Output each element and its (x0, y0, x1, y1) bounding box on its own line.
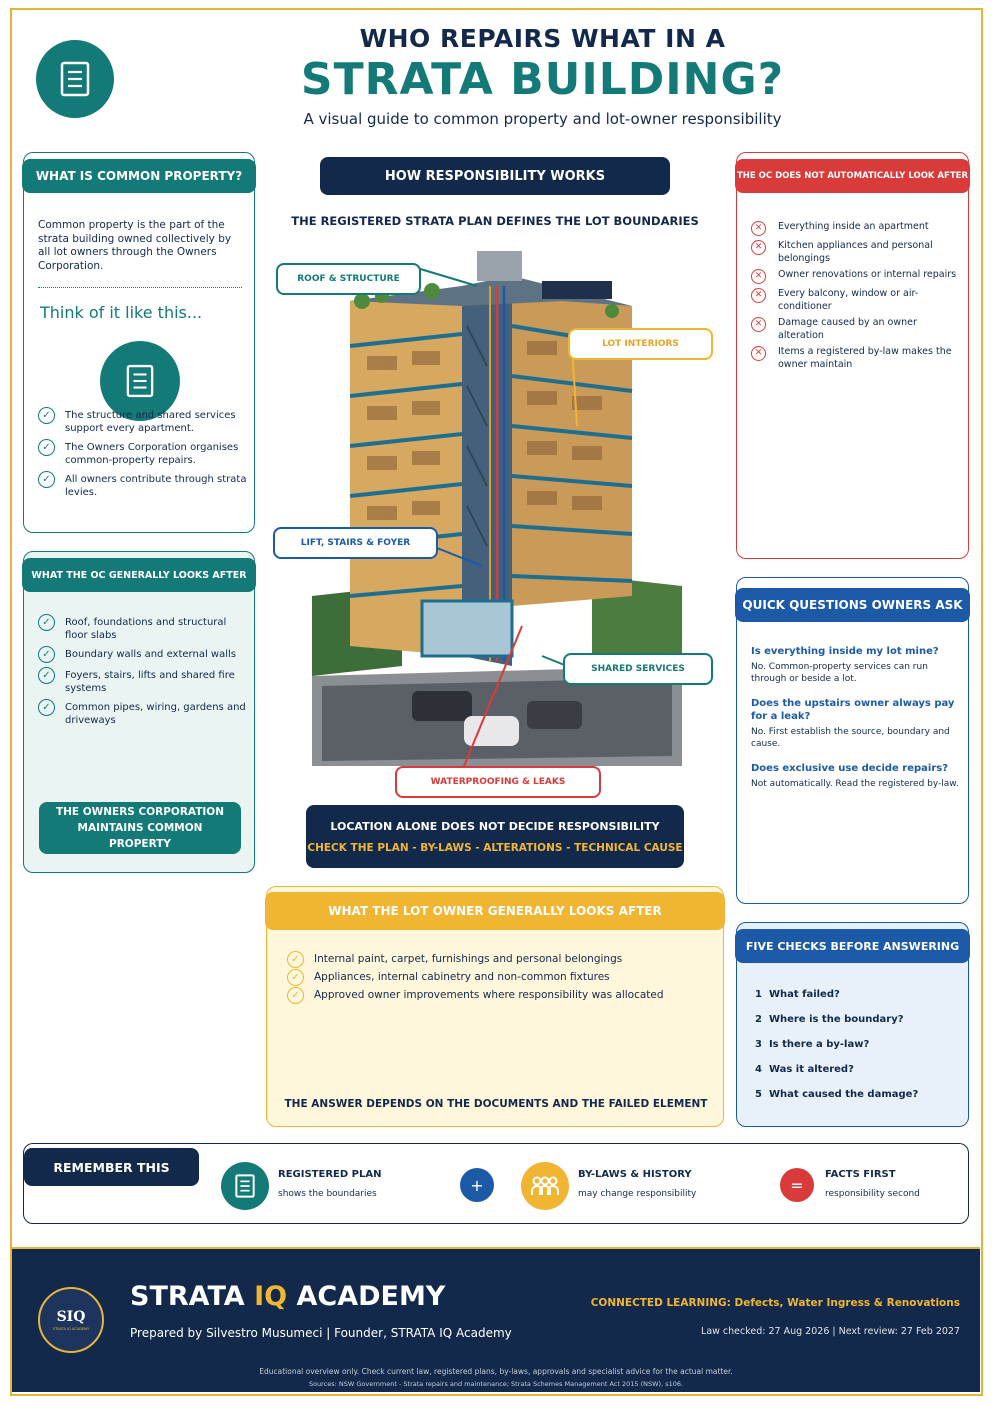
qa-item (751, 697, 961, 750)
common-property-tab: WHAT IS COMMON PROPERTY? (22, 159, 256, 193)
list-item: ✓ Foyers, stairs, lifts and shared fire systems (38, 669, 248, 695)
remember-item-title: BY-LAWS & HISTORY (578, 1169, 692, 1180)
common-property-panel (23, 152, 255, 533)
questions-panel (736, 577, 969, 904)
check-icon: ✓ (38, 614, 55, 631)
page-title-line2: STRATA BUILDING? (300, 54, 785, 105)
list-item: ✓ Approved owner improvements where responsibility was allocated (287, 989, 707, 1004)
list-item: ✕ Every balcony, window or air-conditioner (751, 288, 961, 313)
brand-name: STRATA IQ ACADEMY (130, 1281, 446, 1312)
answer: Not automatically. Read the registered by-law. (751, 779, 959, 789)
check-item: 5 What caused the damage? (755, 1089, 919, 1100)
prepared-by: Prepared by Silvestro Musumeci | Founder, STRATA IQ Academy (130, 1326, 512, 1340)
list-item: ✕ Damage caused by an owner alteration (751, 317, 961, 342)
list-item: ✕ Owner renovations or internal repairs (751, 269, 961, 284)
plus-icon: + (460, 1168, 494, 1202)
oc-not-list (751, 221, 961, 375)
registered-plan-icon (221, 1162, 269, 1210)
remember-panel (23, 1143, 969, 1224)
law-checked: Law checked: 27 Aug 2026 | Next review: 27 Feb 2027 (701, 1326, 960, 1337)
check-icon: ✓ (38, 407, 55, 424)
roof-structure-callout: ROOF & STRUCTURE (276, 263, 421, 295)
checks-list (755, 989, 960, 1114)
lift-stairs-foyer-callout: LIFT, STAIRS & FOYER (273, 527, 438, 559)
shared-services-callout: SHARED SERVICES (563, 653, 713, 685)
how-responsibility-works-label: HOW RESPONSIBILITY WORKS (320, 157, 670, 195)
qa-item (751, 645, 961, 685)
page-subtitle: A visual guide to common property and lot-owner responsibility (303, 110, 782, 128)
common-property-list (38, 409, 248, 505)
check-icon: ✓ (38, 646, 55, 663)
check-icon: ✓ (38, 439, 55, 456)
list-item: ✓ Roof, foundations and structural floor slabs (38, 616, 248, 642)
remember-item-sub: shows the boundaries (278, 1189, 377, 1199)
list-item: ✕ Items a registered by-law makes the owner maintain (751, 346, 961, 371)
remember-item-sub: responsibility second (825, 1189, 920, 1199)
list-item: ✓ Appliances, internal cabinetry and non-common fixtures (287, 971, 707, 986)
oc-looks-after-list (38, 616, 248, 733)
qa-item (751, 762, 961, 790)
list-item: ✕ Kitchen appliances and personal belongings (751, 240, 961, 265)
cross-icon: ✕ (751, 317, 766, 332)
connected-learning: CONNECTED LEARNING: Defects, Water Ingress & Renovations (590, 1297, 960, 1309)
cross-icon: ✕ (751, 346, 766, 361)
people-icon (521, 1162, 569, 1210)
oc-looks-after-panel (23, 551, 255, 873)
plan-note: THE REGISTERED STRATA PLAN DEFINES THE LOT BOUNDARIES (291, 214, 699, 228)
divider (38, 287, 242, 288)
check-item: 4 Was it altered? (755, 1064, 854, 1075)
remember-item-title: FACTS FIRST (825, 1169, 896, 1180)
check-icon: ✓ (287, 987, 304, 1004)
five-checks-tab: FIVE CHECKS BEFORE ANSWERING (735, 929, 970, 963)
answer: No. Common-property services can run through or beside a lot. (751, 662, 928, 684)
check-item: 1 What failed? (755, 989, 840, 1000)
question: Does the upstairs owner always pay for a leak? (751, 698, 955, 722)
list-item: ✓ The structure and shared services support every apartment. (38, 409, 248, 435)
lot-owner-footer: THE ANSWER DEPENDS ON THE DOCUMENTS AND THE FAILED ELEMENT (284, 1098, 708, 1110)
qa-list (751, 645, 961, 790)
location-line1: LOCATION ALONE DOES NOT DECIDE RESPONSIBILITY (330, 820, 660, 833)
location-line2: CHECK THE PLAN - BY-LAWS - ALTERATIONS - TECHNICAL CAUSE (307, 842, 683, 854)
oc-not-panel (736, 152, 969, 559)
check-icon: ✓ (38, 471, 55, 488)
oc-looks-after-tab: WHAT THE OC GENERALLY LOOKS AFTER (22, 558, 256, 592)
page-title-line1: WHO REPAIRS WHAT IN A (359, 24, 726, 53)
cross-icon: ✕ (751, 269, 766, 284)
location-banner (306, 805, 684, 868)
common-property-text: Common property is the part of the strata building owned collectively by all lot owners through the Owners Corporation. (38, 219, 232, 272)
check-icon: ✓ (287, 969, 304, 986)
lot-interiors-callout: LOT INTERIORS (568, 328, 713, 360)
list-item: ✓ The Owners Corporation organises common-property repairs. (38, 441, 248, 467)
questions-tab: QUICK QUESTIONS OWNERS ASK (735, 588, 970, 622)
disclaimer: Educational overview only. Check current law, registered plans, by-laws, approvals and specialist advice for the actual matter. (259, 1367, 733, 1376)
list-item: ✓ All owners contribute through strata levies. (38, 473, 248, 499)
check-icon: ✓ (38, 667, 55, 684)
five-checks-panel (736, 922, 969, 1127)
waterproofing-leaks-callout: WATERPROOFING & LEAKS (395, 766, 601, 798)
list-item: ✓ Boundary walls and external walls (38, 648, 248, 663)
document-logo-icon (36, 40, 114, 118)
lot-owner-list (287, 953, 707, 1007)
remember-tab: REMEMBER THIS (24, 1148, 199, 1186)
remember-item-sub: may change responsibility (578, 1189, 697, 1199)
list-item: ✕ Everything inside an apartment (751, 221, 961, 236)
sources: Sources: NSW Government - Strata repairs and maintenance; Strata Schemes Management Act 2015 (NSW), s106. (308, 1380, 684, 1388)
cross-icon: ✕ (751, 240, 766, 255)
question: Is everything inside my lot mine? (751, 646, 939, 657)
check-item: 2 Where is the boundary? (755, 1014, 904, 1025)
lot-owner-panel (266, 886, 724, 1127)
check-icon: ✓ (38, 699, 55, 716)
academy-seal-icon: SIQ STRATA IQ ACADEMY (38, 1287, 104, 1353)
list-item: ✓ Common pipes, wiring, gardens and driveways (38, 701, 248, 727)
check-item: 3 Is there a by-law? (755, 1039, 870, 1050)
list-item: ✓ Internal paint, carpet, furnishings and personal belongings (287, 953, 707, 968)
answer: No. First establish the source, boundary and cause. (751, 727, 950, 749)
oc-not-tab: THE OC DOES NOT AUTOMATICALLY LOOK AFTER (735, 159, 970, 193)
think-label: Think of it like this... (40, 303, 203, 322)
oc-maintains-badge: THE OWNERS CORPORATION MAINTAINS COMMON PROPERTY (39, 802, 241, 854)
cross-icon: ✕ (751, 221, 766, 236)
equals-icon: = (780, 1168, 814, 1202)
footer (12, 1247, 980, 1392)
cross-icon: ✕ (751, 288, 766, 303)
check-icon: ✓ (287, 951, 304, 968)
question: Does exclusive use decide repairs? (751, 763, 949, 774)
remember-item-title: REGISTERED PLAN (278, 1169, 382, 1180)
lot-owner-tab: WHAT THE LOT OWNER GENERALLY LOOKS AFTER (265, 892, 725, 930)
